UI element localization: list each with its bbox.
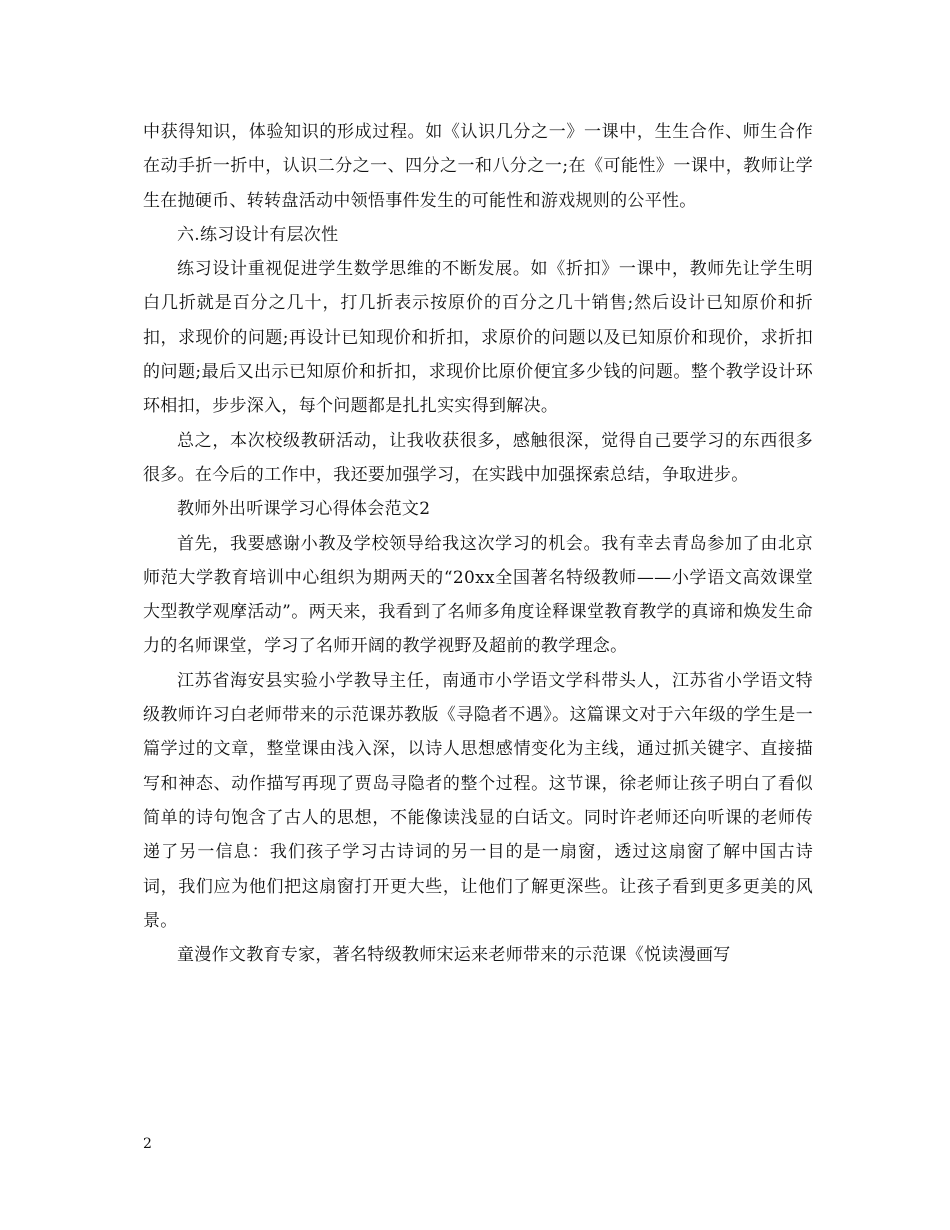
- article-title-2: 教师外出听课学习心得体会范文2: [177, 499, 431, 520]
- paragraph-demo-lesson-1: 江苏省海安县实验小学教导主任，南通市小学语文学科带头人，江苏省小学语文特级教师许习白老师带来的示范课苏教版《寻隐者不遇》。这篇课文对于六年级的学生是一篇学过的文章，整堂课由浅入深，以诗人思想感情变化为主线，通过抓关键字、直接描写和神态、动作描写再现了贾岛寻隐者的整个过程。这节课，徐老师让孩子明白了看似简单的诗句饱含了古人的思想，不能像读浅显的白话文。同时许老师还向听课的老师传递了另一信息：我们孩子学习古诗词的另一目的是一扇窗，透过这扇窗了解中国古诗词，我们应为他们把这扇窗打开更大些，让他们了解更深些。让孩子看到更多更美的风景。: [143, 670, 813, 931]
- paragraph-demo-lesson-2: 童漫作文教育专家，著名特级教师宋运来老师带来的示范课《悦读漫画写: [177, 945, 731, 966]
- paragraph-intro: 首先，我要感谢小教及学校领导给我这次学习的机会。我有幸去青岛参加了由北京师范大学教育培训中心组织为期两天的“20xx全国著名特级教师——小学语文高效课堂大型教学观摩活动”。两天来，我看到了名师多角度诠释课堂教育教学的真谛和焕发生命力的名师课堂，学习了名师开阔的教学视野及超前的教学理念。: [143, 533, 813, 657]
- section-heading-practice-design: 六.练习设计有层次性: [177, 224, 339, 245]
- document-body: [143, 115, 813, 972]
- paragraph-summary: 总之，本次校级教研活动，让我收获很多，感触很深，觉得自己要学习的东西很多很多。在今后的工作中，我还要加强学习，在实践中加强探索总结，争取进步。: [143, 430, 813, 485]
- page-number: 2: [143, 1136, 152, 1152]
- paragraph-practice-design: 练习设计重视促进学生数学思维的不断发展。如《折扣》一课中，教师先让学生明白几折就是百分之几十，打几折表示按原价的百分之几十销售;然后设计已知原价和折扣，求现价的问题;再设计已知现价和折扣，求原价的问题以及已知原价和现价，求折扣的问题;最后又出示已知原价和折扣，求现价比原价便宜多少钱的问题。整个教学设计环环相扣，步步深入，每个问题都是扎扎实实得到解决。: [143, 259, 813, 417]
- paragraph-continued: 中获得知识，体验知识的形成过程。如《认识几分之一》一课中，生生合作、师生合作在动手折一折中，认识二分之一、四分之一和八分之一;在《可能性》一课中，教师让学生在抛硬币、转转盘活动中领悟事件发生的可能性和游戏规则的公平性。: [143, 122, 813, 211]
